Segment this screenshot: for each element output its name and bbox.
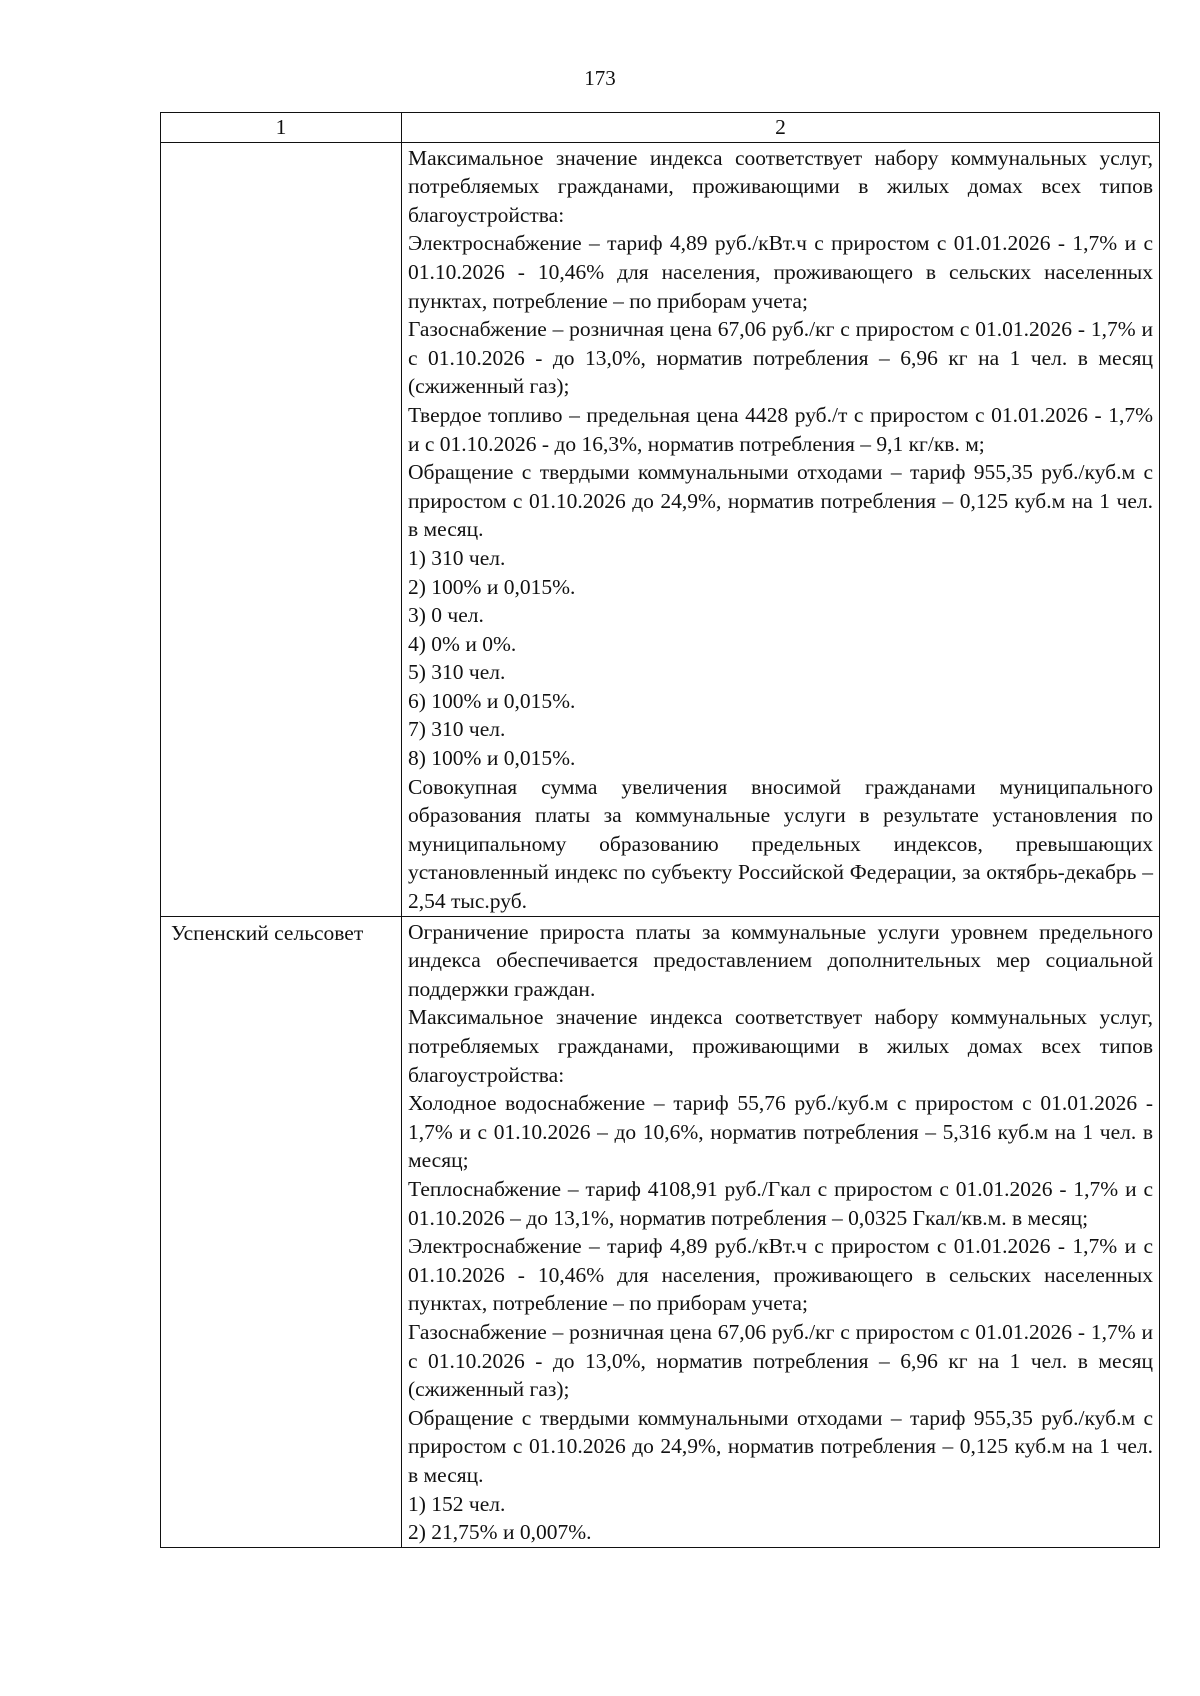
municipality-cell xyxy=(161,142,402,916)
solid-fuel-paragraph: Твердое топливо – предельная цена 4428 руб./т с приростом с 01.01.2026 - 1,7% и с 01.10.2026 - до 16,3%, норматив потребления – 9,1 кг/кв. м; xyxy=(408,402,1153,456)
index-paragraph: Максимальное значение индекса соответствует набору коммунальных услуг, потребляемых гражданами, проживающими в жилых домах всех типов благоустройства: xyxy=(408,1005,1153,1087)
table-row xyxy=(161,142,1160,916)
limit-paragraph: Ограничение прироста платы за коммунальные услуги уровнем предельного индекса обеспечивается предоставлением дополнительных мер социальной поддержки граждан. xyxy=(408,919,1153,1001)
electricity-paragraph: Электроснабжение – тариф 4,89 руб./кВт.ч с приростом с 01.01.2026 - 1,7% и с 01.10.2026 - 10,46% для населения, проживающего в сельских населенных пунктах, потребление – по приборам учета; xyxy=(408,231,1153,313)
summary-paragraph: Совокупная сумма увеличения вносимой гражданами муниципального образования платы за коммунальные услуги в результате установления по муниципальному образованию предельных индексов, превышающих установленный индекс по субъекту Российской Федерации, за октябрь-декабрь – 2,54 тыс.руб. xyxy=(408,774,1153,914)
list-item: 1) 310 чел. xyxy=(408,545,506,570)
index-paragraph: Максимальное значение индекса соответствует набору коммунальных услуг, потребляемых гражданами, проживающими в жилых домах всех типов благоустройства: xyxy=(408,145,1153,227)
list-item: 2) 21,75% и 0,007%. xyxy=(408,1520,592,1545)
gas-paragraph: Газоснабжение – розничная цена 67,06 руб./кг с приростом с 01.01.2026 - 1,7% и с 01.10.2026 - до 13,0%, норматив потребления – 6,96 кг на 1 чел. в месяц (сжиженный газ); xyxy=(408,1319,1153,1402)
page-number: 173 xyxy=(584,66,616,90)
column-header-2: 2 xyxy=(402,113,1160,143)
tariff-table xyxy=(160,112,1160,1548)
gas-paragraph: Газоснабжение – розничная цена 67,06 руб./кг с приростом с 01.01.2026 - 1,7% и с 01.10.2026 - до 13,0%, норматив потребления – 6,96 кг на 1 чел. в месяц (сжиженный газ); xyxy=(408,317,1153,399)
cold-water-paragraph: Холодное водоснабжение – тариф 55,76 руб./куб.м с приростом с 01.01.2026 - 1,7% и с 01.10.2026 – до 10,6%, норматив потребления – 5,316 куб.м на 1 чел. в месяц; xyxy=(408,1091,1153,1173)
list-item: 3) 0 чел. xyxy=(408,603,484,628)
list-item: 1) 152 чел. xyxy=(408,1491,506,1516)
column-header-1: 1 xyxy=(161,113,402,143)
municipality-cell: Успенский сельсовет xyxy=(161,916,402,1547)
waste-paragraph: Обращение с твердыми коммунальными отходами – тариф 955,35 руб./куб.м с приростом с 01.10.2026 до 24,9%, норматив потребления – 0,125 куб.м на 1 чел. в месяц. xyxy=(408,1405,1153,1487)
table-row xyxy=(161,916,1160,1547)
heating-paragraph: Теплоснабжение – тариф 4108,91 руб./Гкал с приростом с 01.01.2026 - 1,7% и с 01.10.2026 – до 13,1%, норматив потребления – 0,0325 Гкал/кв.м. в месяц; xyxy=(408,1176,1153,1230)
list-item: 4) 0% и 0%. xyxy=(408,631,517,656)
list-item: 8) 100% и 0,015%. xyxy=(408,746,576,771)
list-item: 2) 100% и 0,015%. xyxy=(408,574,576,599)
list-item: 7) 310 чел. xyxy=(408,717,506,742)
table-header-row xyxy=(161,113,1160,143)
description-cell xyxy=(402,916,1160,1547)
waste-paragraph: Обращение с твердыми коммунальными отходами – тариф 955,35 руб./куб.м с приростом с 01.10.2026 до 24,9%, норматив потребления – 0,125 куб.м на 1 чел. в месяц. xyxy=(408,460,1153,542)
description-cell xyxy=(402,142,1160,916)
electricity-paragraph: Электроснабжение – тариф 4,89 руб./кВт.ч с приростом с 01.01.2026 - 1,7% и с 01.10.2026 - 10,46% для населения, проживающего в сельских населенных пунктах, потребление – по приборам учета; xyxy=(408,1234,1153,1316)
list-item: 6) 100% и 0,015%. xyxy=(408,688,576,713)
list-item: 5) 310 чел. xyxy=(408,660,506,685)
